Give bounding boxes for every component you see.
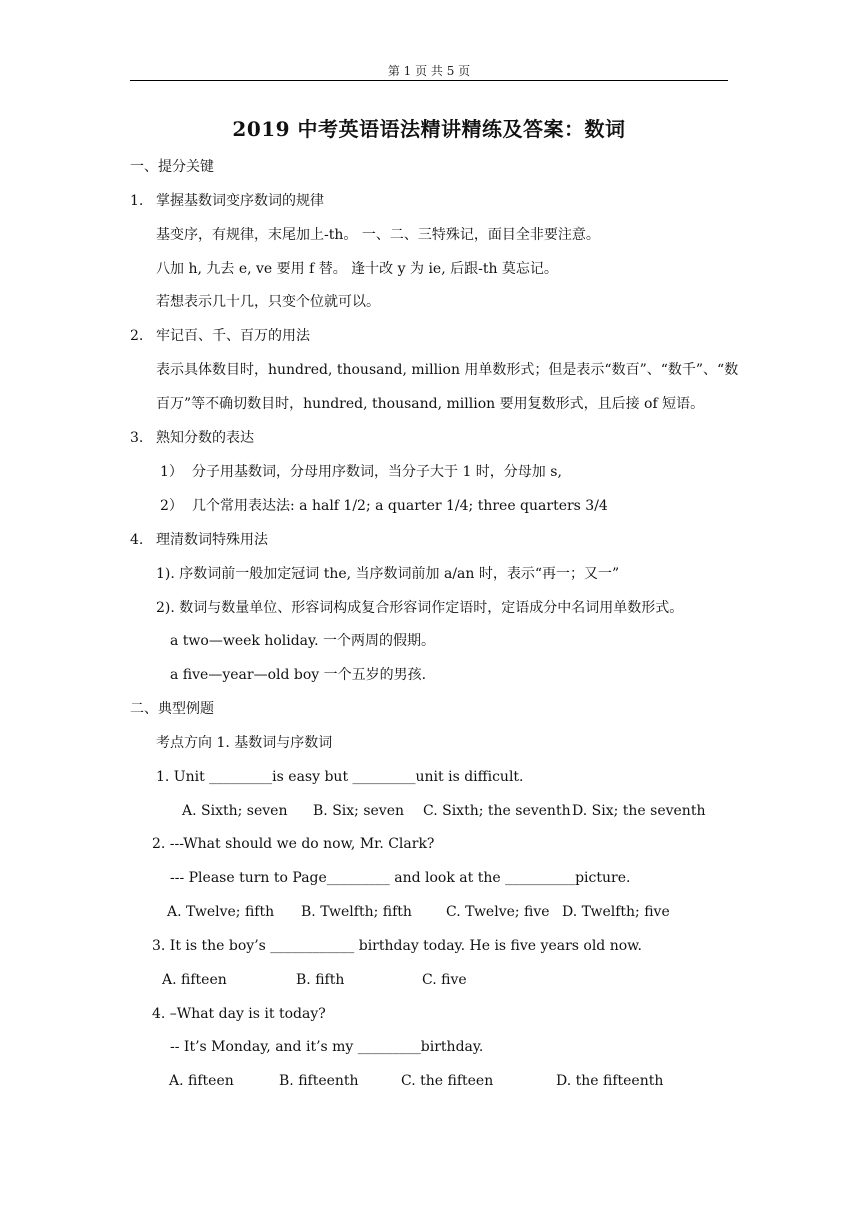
answer-option: D. Six; the seventh — [572, 803, 706, 819]
question-stem: 1. Unit _________is easy but _________unit is difficult. — [156, 769, 524, 785]
answer-option: D. Twelfth; five — [562, 904, 670, 920]
paragraph-line: 若想表示几十几，只变个位就可以。 — [156, 294, 380, 310]
answer-option: C. Twelve; five — [446, 904, 550, 920]
question-stem: 3. It is the boy’s ____________ birthday today. He is five years old now. — [152, 938, 642, 954]
answer-option: A. fifteen — [162, 972, 227, 988]
item-number: 1. — [130, 193, 144, 209]
page-header: 第 1 页 共 5 页 — [387, 64, 471, 78]
question-line: -- It’s Monday, and it’s my _________birthday. — [170, 1039, 484, 1055]
paragraph-line: 表示具体数目时，hundred, thousand, million 用单数形式；但是表示“数百”、“数千”、“数 — [156, 362, 739, 378]
question-stem: 2. ---What should we do now, Mr. Clark? — [152, 836, 435, 852]
answer-option: D. the fifteenth — [556, 1073, 664, 1089]
answer-option: B. Six; seven — [313, 803, 404, 819]
header-rule — [130, 80, 728, 81]
item-title: 熟知分数的表达 — [156, 430, 254, 446]
sub-item-number: 2） — [160, 498, 183, 514]
item-title: 掌握基数词变序数词的规律 — [156, 193, 324, 209]
question-line: --- Please turn to Page_________ and look at the __________picture. — [170, 870, 631, 886]
sub-item-number: 1） — [160, 464, 183, 480]
answer-option: A. Sixth; seven — [182, 803, 288, 819]
item-number: 2. — [130, 328, 144, 344]
section-heading: 二、典型例题 — [130, 701, 214, 717]
paragraph-line: 2). 数词与数量单位、形容词构成复合形容词作定语时，定语成分中名词用单数形式。 — [156, 600, 684, 616]
answer-option: B. fifth — [296, 972, 345, 988]
answer-option: A. fifteen — [169, 1073, 234, 1089]
paragraph-line: 基变序，有规律，末尾加上-th。 一、二、三特殊记，面目全非要注意。 — [156, 227, 600, 243]
answer-option: C. five — [422, 972, 467, 988]
item-number: 3. — [130, 430, 144, 446]
document-title: 2019 中考英语语法精讲精练及答案：数词 — [232, 117, 626, 141]
answer-option: C. Sixth; the seventh — [423, 803, 571, 819]
section-heading: 一、提分关键 — [130, 159, 214, 175]
paragraph-line: 1). 序数词前一般加定冠词 the, 当序数词前加 a/an 时，表示“再一；又一” — [156, 566, 620, 582]
topic-heading: 考点方向 1. 基数词与序数词 — [156, 735, 333, 751]
answer-option: A. Twelve; fifth — [167, 904, 275, 920]
question-stem: 4. –What day is it today? — [152, 1006, 326, 1022]
sub-item-text: 分子用基数词，分母用序数词，当分子大于 1 时，分母加 s, — [192, 464, 562, 480]
example-line: a five—year—old boy 一个五岁的男孩. — [170, 667, 427, 683]
paragraph-line: 百万”等不确切数目时，hundred, thousand, million 要用复数形式，且后接 of 短语。 — [156, 396, 705, 412]
answer-option: B. Twelfth; fifth — [301, 904, 412, 920]
item-number: 4. — [130, 532, 144, 548]
sub-item-text: 几个常用表达法: a half 1/2; a quarter 1/4; three quarters 3/4 — [192, 498, 608, 514]
item-title: 理清数词特殊用法 — [156, 532, 268, 548]
paragraph-line: 八加 h, 九去 e, ve 要用 f 替。 逢十改 y 为 ie, 后跟-th 莫忘记。 — [156, 261, 558, 277]
item-title: 牢记百、千、百万的用法 — [156, 328, 310, 344]
answer-option: C. the fifteen — [401, 1073, 494, 1089]
answer-option: B. fifteenth — [279, 1073, 359, 1089]
example-line: a two—week holiday. 一个两周的假期。 — [170, 633, 435, 649]
